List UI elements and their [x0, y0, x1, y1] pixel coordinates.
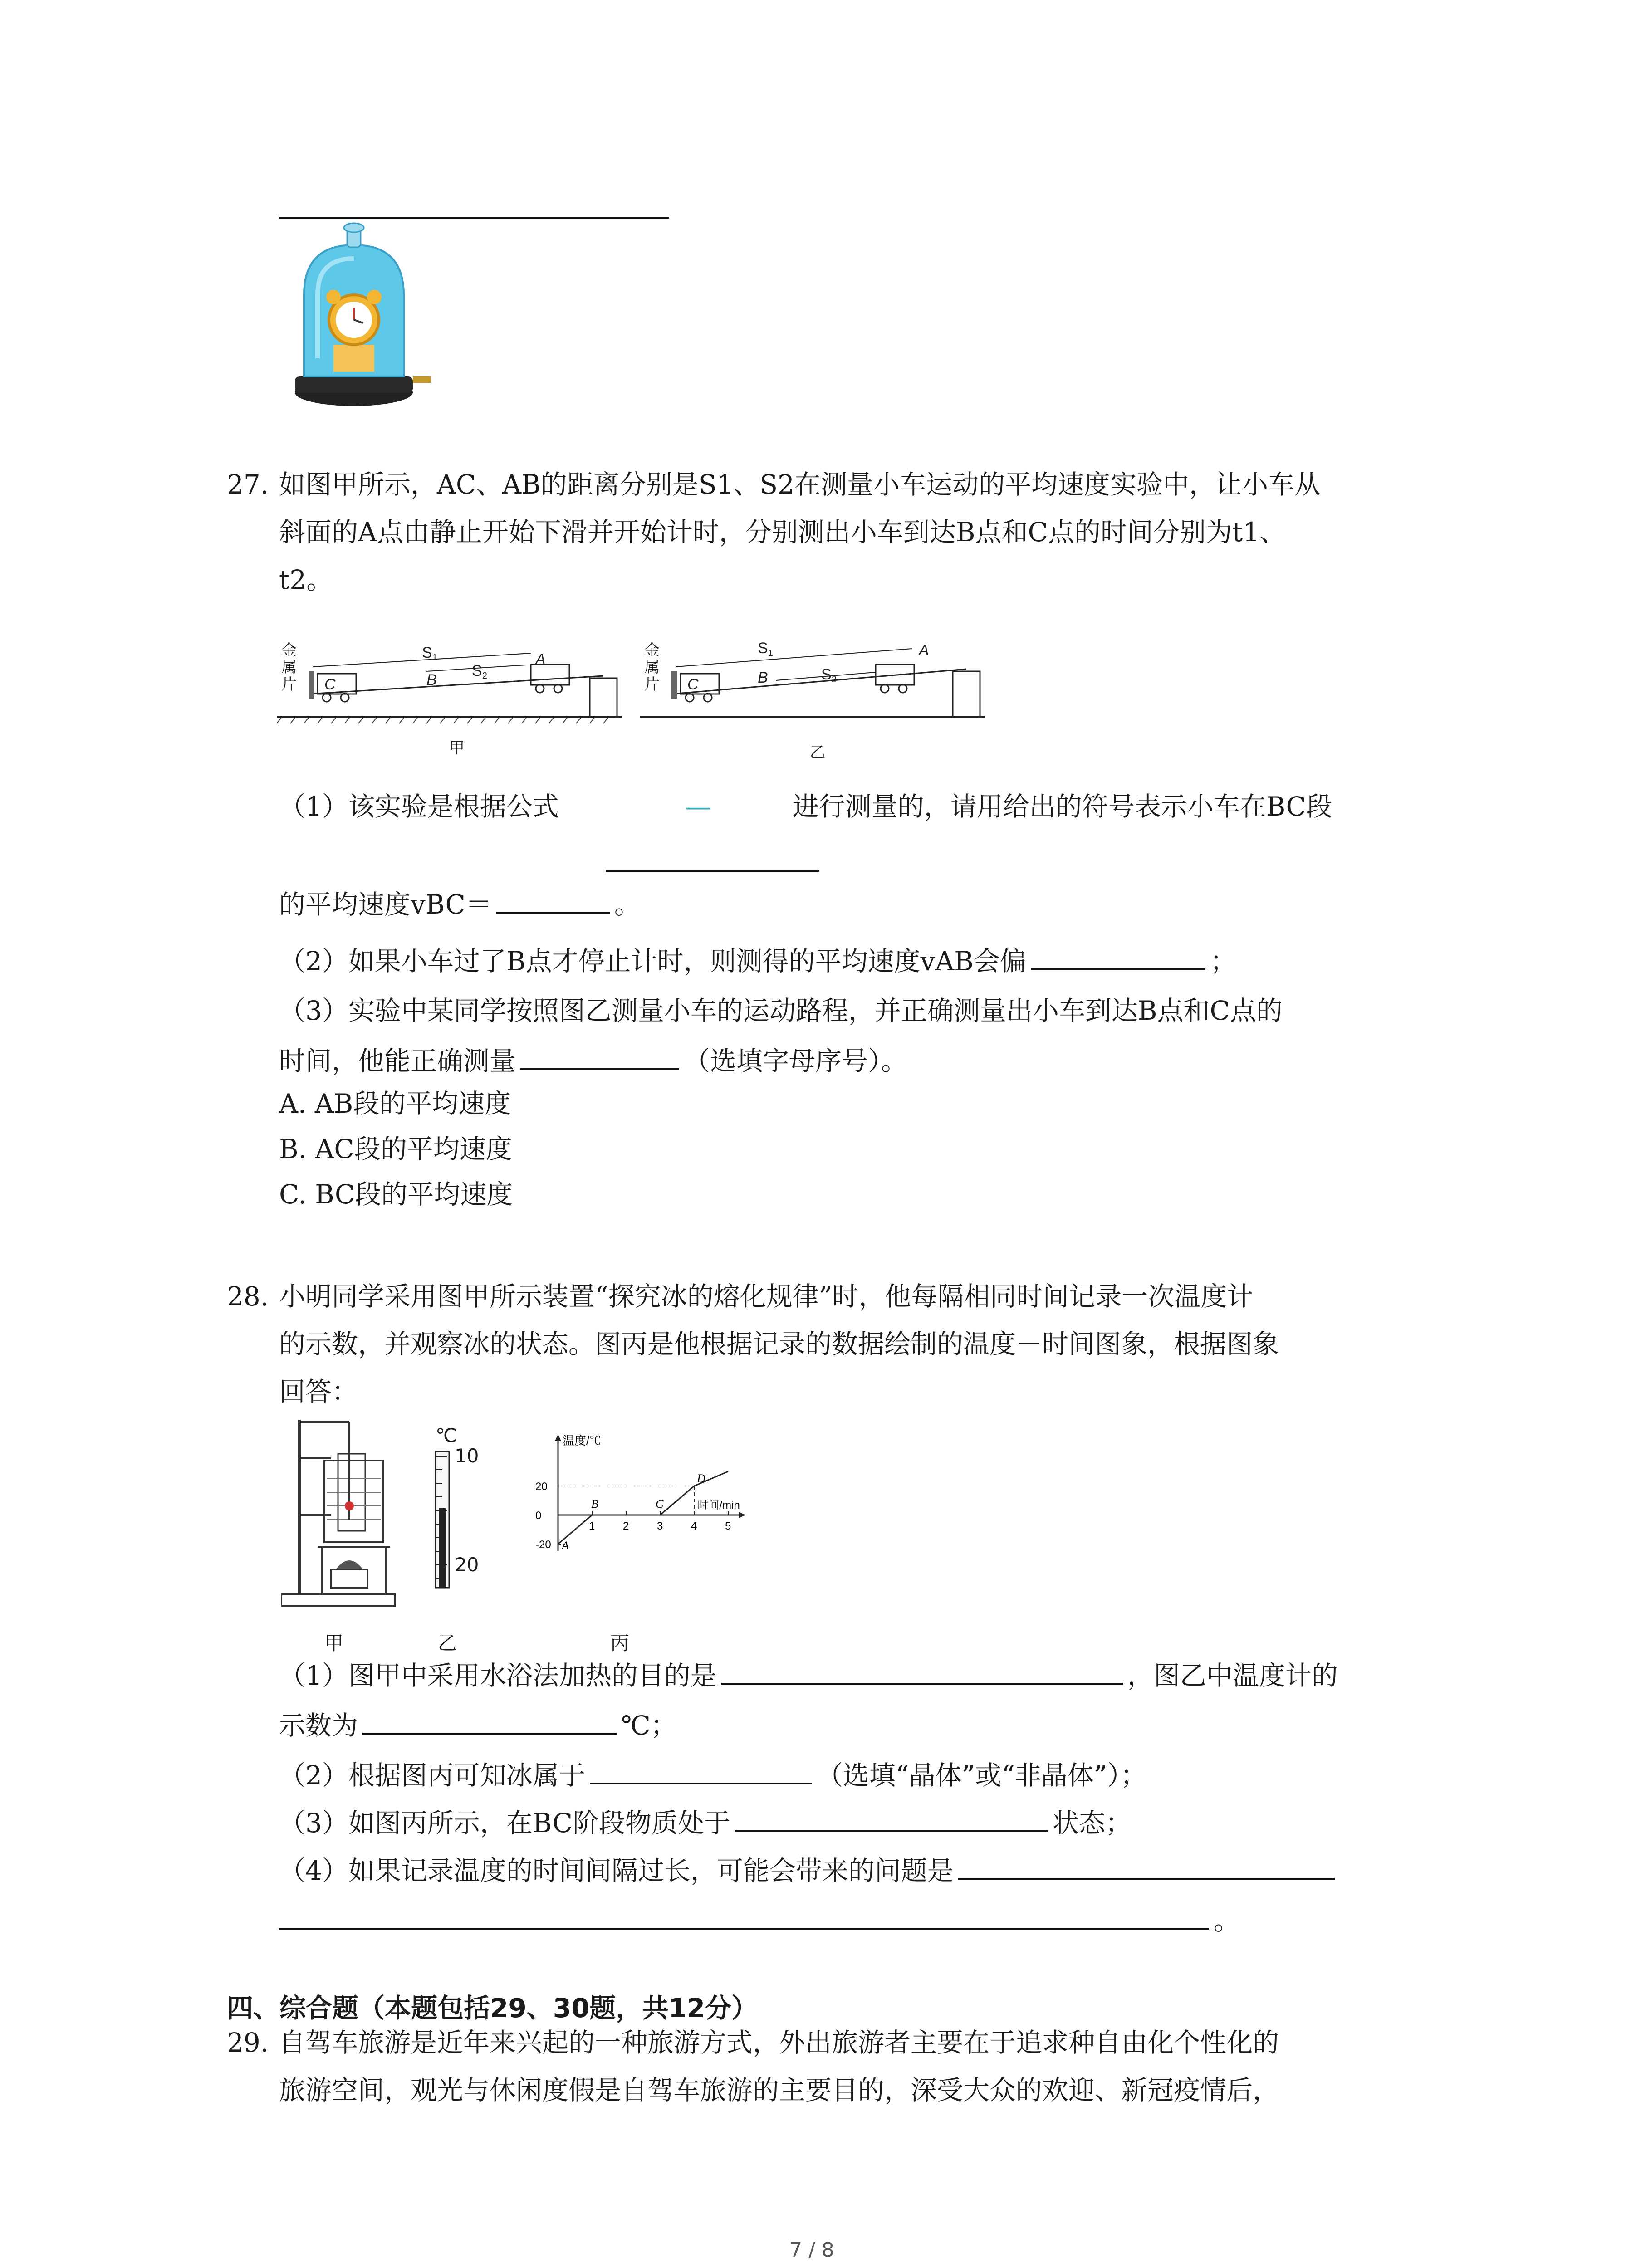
incline-figure	[277, 621, 998, 762]
chart-xlabel: 时间/min	[697, 1499, 740, 1511]
svg-text:B: B	[426, 671, 437, 689]
q28-line1: 小明同学采用图甲所示装置“探究冰的熔化规律”时，他每隔相同时间记录一次温度计	[279, 1281, 1254, 1312]
q27-vab-blank[interactable]	[1031, 941, 1205, 970]
q29-number: 29.	[227, 2027, 269, 2058]
svg-text:C: C	[324, 676, 336, 693]
thermometer-top-tick: 10	[455, 1445, 479, 1467]
point-label-a: A	[562, 1539, 569, 1552]
q28-p1a: （1）图甲中采用水浴法加热的目的是	[279, 1660, 717, 1691]
svg-text:A: A	[919, 642, 929, 659]
bell-jar-figure	[286, 222, 445, 413]
x-tick-label: 2	[623, 1520, 629, 1532]
q27-p1-line	[279, 789, 1332, 824]
q28-p1c-line	[279, 1706, 677, 1743]
svg-text:C: C	[687, 676, 699, 693]
thermometer-unit: ℃	[436, 1424, 457, 1447]
q28-p1-blank[interactable]	[721, 1656, 1123, 1685]
q28-p3-line	[279, 1803, 1132, 1840]
temperature-time-chart	[517, 1429, 771, 1579]
q27-line1: 如图甲所示，AC、AB的距离分别是S1、S2在测量小车运动的平均速度实验中，让小车从	[279, 469, 1321, 500]
q28-number: 28.	[227, 1281, 269, 1312]
q27-p3b: 时间，他能正确测量	[279, 1046, 516, 1076]
q27-option-c: C. BC段的平均速度	[279, 1179, 513, 1210]
x-tick-label: 3	[657, 1520, 663, 1532]
q27-p2-line	[279, 941, 1236, 978]
q28-p1-line	[279, 1656, 1338, 1693]
q28-line2: 的示数，并观察冰的状态。图丙是他根据记录的数据绘制的温度－时间图象，根据图象	[279, 1329, 1279, 1359]
q27-p1d: 。	[614, 889, 641, 920]
q28-p1d: ℃；	[621, 1710, 677, 1741]
water-bath-apparatus	[281, 1415, 399, 1610]
q27-vbc-blank[interactable]	[496, 885, 610, 914]
q27-option-b: B. AC段的平均速度	[279, 1134, 512, 1164]
q28-p3-blank[interactable]	[735, 1803, 1048, 1832]
q28-fig-yi-caption: 乙	[438, 1632, 457, 1654]
y-tick-label: -20	[535, 1539, 551, 1551]
y-axis-arrow	[555, 1434, 561, 1441]
q28-line3: 回答：	[279, 1376, 358, 1407]
q27-p3b-line	[279, 1041, 907, 1078]
svg-text:A: A	[535, 651, 546, 668]
q29-line2: 旅游空间，观光与休闲度假是自驾车旅游的主要目的，深受大众的欢迎、新冠疫情后，	[279, 2075, 1279, 2106]
fig-jia-caption: 甲	[449, 739, 465, 757]
q27-p1c: 的平均速度vBC＝	[279, 889, 492, 920]
y-tick-label: 20	[535, 1481, 548, 1493]
q28-p4-blank-2[interactable]	[279, 1901, 1209, 1930]
svg-text:片: 片	[281, 676, 297, 693]
x-tick-label: 1	[589, 1520, 595, 1532]
q28-p4a: （4）如果记录温度的时间间隔过长，可能会带来的问题是	[279, 1855, 954, 1886]
q27-p3c: （选填字母序号）。	[684, 1046, 908, 1076]
fig-yi-caption: 乙	[810, 744, 825, 761]
x-tick-label: 5	[725, 1520, 731, 1532]
q27-line2: 斜面的A点由静止开始下滑并开始计时，分别测出小车到达B点和C点的时间分别为t1、	[279, 517, 1286, 547]
q28-fig-bing-caption: 丙	[610, 1632, 630, 1654]
x-axis-arrow	[739, 1512, 745, 1518]
q27-p3a: （3）实验中某同学按照图乙测量小车的运动路程，并正确测量出小车到达B点和C点的	[279, 995, 1283, 1026]
svg-text:金: 金	[644, 642, 660, 659]
q27-p1c-line	[279, 885, 641, 922]
point-label-c: C	[656, 1497, 664, 1510]
q29-line1: 自驾车旅游是近年来兴起的一种旅游方式，外出旅游者主要在于追求种自由化个性化的	[279, 2027, 1279, 2058]
q27-p1a: （1）该实验是根据公式	[279, 791, 559, 822]
svg-text:S2: S2	[472, 662, 487, 681]
section-4-heading: 四、综合题（本题包括29、30题，共12分）	[227, 1993, 758, 2024]
q27-option-a: A. AB段的平均速度	[279, 1088, 511, 1119]
q27-formula-blank[interactable]	[606, 870, 819, 872]
q27-p1-dash: —	[685, 791, 712, 822]
page-number: 7 / 8	[789, 2239, 834, 2262]
q27-p2-end: ；	[1210, 946, 1236, 977]
q28-p1c: 示数为	[279, 1710, 358, 1741]
q27-p1b: 进行测量的，请用给出的符号表示小车在BC段	[792, 791, 1332, 822]
q28-fig-jia-caption: 甲	[324, 1632, 344, 1654]
chart-ylabel: 温度/℃	[563, 1434, 602, 1447]
q28-p1b: ，图乙中温度计的	[1127, 1660, 1338, 1691]
svg-text:B: B	[758, 669, 768, 686]
q27-line3: t2。	[279, 564, 333, 595]
svg-text:金: 金	[281, 642, 297, 659]
q28-p3b: 状态；	[1052, 1808, 1132, 1838]
svg-text:片: 片	[644, 676, 660, 693]
thermometer-bottom-tick: 20	[455, 1554, 479, 1576]
thermometer-figure	[422, 1424, 485, 1592]
q27-p2: （2）如果小车过了B点才停止计时，则测得的平均速度vAB会偏	[279, 946, 1026, 977]
q27-p3-blank[interactable]	[520, 1041, 679, 1070]
y-tick-label: 0	[535, 1510, 542, 1522]
q28-p4-end: 。	[1214, 1905, 1240, 1936]
svg-text:S1: S1	[758, 640, 773, 658]
svg-text:S2: S2	[821, 666, 837, 684]
q28-p2-blank[interactable]	[590, 1755, 812, 1784]
x-tick-label: 4	[691, 1520, 697, 1532]
answer-line-top	[279, 217, 669, 219]
svg-text:S1: S1	[422, 644, 437, 663]
svg-text:属: 属	[281, 659, 297, 676]
q28-p3a: （3）如图丙所示，在BC阶段物质处于	[279, 1808, 730, 1838]
q28-p4-line	[279, 1851, 1339, 1888]
q28-p2b: （选填“晶体”或“非晶体”）；	[816, 1760, 1147, 1791]
svg-text:属: 属	[644, 659, 660, 676]
q28-p4-blank-1[interactable]	[958, 1851, 1335, 1880]
q27-number: 27.	[227, 469, 269, 500]
q28-temp-blank[interactable]	[362, 1706, 617, 1735]
q28-p2a: （2）根据图丙可知冰属于	[279, 1760, 585, 1791]
q28-p2-line	[279, 1755, 1147, 1793]
point-label-b: B	[591, 1497, 598, 1510]
q28-p4-line2	[279, 1901, 1240, 1938]
point-label-d: D	[697, 1472, 705, 1485]
